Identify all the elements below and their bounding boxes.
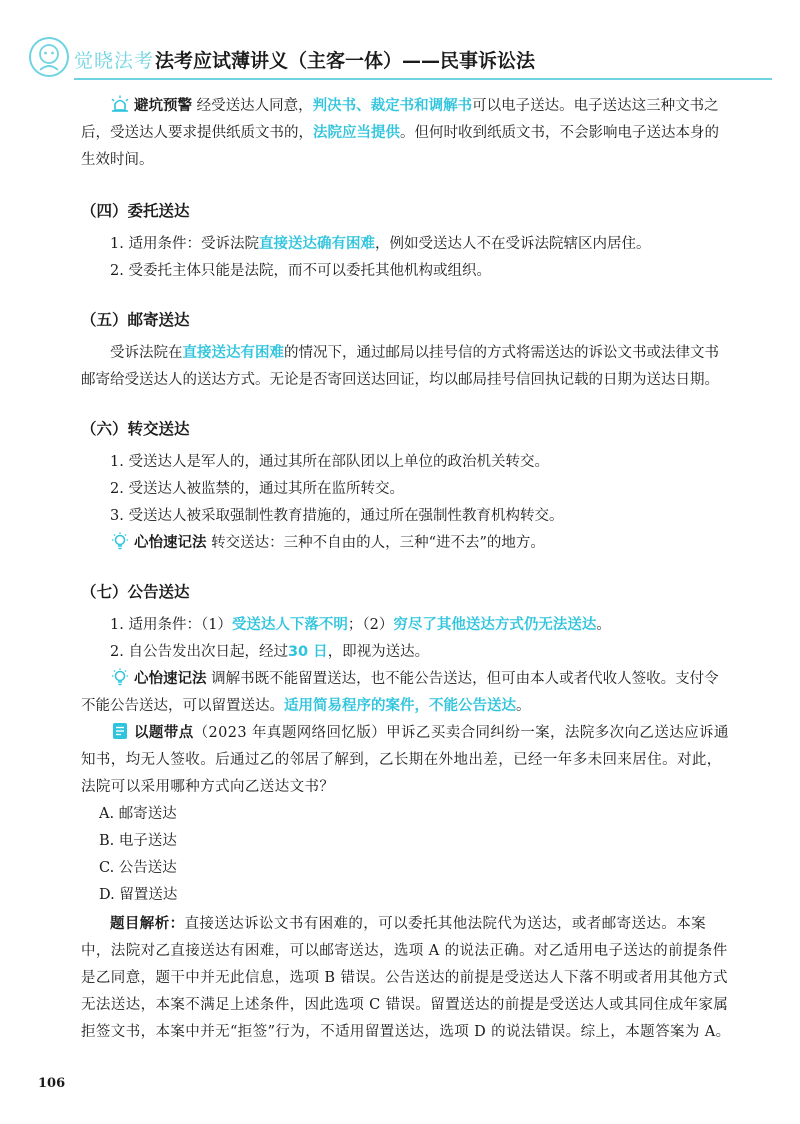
sec6-memory-tip: [81, 530, 732, 557]
sec7-l1-text-a: 1. 适用条件：（1）: [110, 617, 232, 633]
memory-tip-tag: 心怡速记法: [134, 671, 207, 687]
question-text: （2023 年真题网络回忆版）甲诉乙买卖合同纠纷一案，法院多次向乙送达应诉通知书，均无人签收。后通过乙的邻居了解到，乙长期在外地出差，已经一年多未回来居住。对此，法院可以采用哪种方式向乙送达文书？: [81, 725, 729, 795]
section-4-title: （四）委托送达: [81, 202, 190, 220]
option-d: D. 留置送达: [99, 887, 178, 903]
page-header: [28, 30, 772, 80]
warning-highlight-2: 法院应当提供: [313, 125, 400, 141]
section-5-title: （五）邮寄送达: [81, 311, 190, 329]
memory-tip-end: 。: [516, 698, 531, 714]
sec7-l1-text-b: ；（2）: [347, 617, 394, 633]
logo-icon: [28, 36, 70, 78]
sec4-l1-text: 1. 适用条件：受诉法院: [110, 236, 259, 252]
analysis-tag: 题目解析：: [110, 916, 185, 932]
sec4-l1-highlight: 直接送达确有困难: [258, 236, 375, 252]
sec6-line-1: 1. 受送达人是军人的，通过其所在部队团以上单位的政治机关转交。: [110, 454, 549, 470]
memory-tip-text: 调解书既不能留置送达，也不能公告送达，但可由本人或者代收人签收。支付令不能公告送达，可以留置送达。: [81, 671, 719, 714]
warning-text-2: 可以电子送达。电子送达这三种文书之后，受送达人要求提供纸质文书的，: [81, 98, 719, 141]
section-7-title: （七）公告送达: [81, 583, 190, 601]
question-tag: 以题带点: [134, 725, 194, 741]
document-icon: [110, 722, 130, 740]
sec7-l1-highlight-2: 穷尽了其他送达方式仍无法送达: [393, 617, 597, 633]
page-content: [81, 93, 732, 1046]
sec7-l2-text-b: ，即视为送达。: [327, 644, 430, 660]
question-paragraph: [81, 720, 732, 801]
lightbulb-icon: [110, 532, 130, 550]
lightbulb-icon: [110, 668, 130, 686]
sec4-l1-text-b: ，例如受送达人不在受诉法院辖区内居住。: [374, 236, 651, 252]
warning-text-3: 。但何时收到纸质文书，不会影响电子送达本身的生效时间。: [81, 125, 719, 168]
analysis-text: 直接送达诉讼文书有困难的，可以委托其他法院代为送达，或者邮寄送达。本案中，法院对乙直接送达有困难，可以邮寄送达，选项 A 的说法正确。对乙适用电子送达的前提条件是乙同意，题干中并无此信息，选项 B 错误。公告送达的前提是受送达人下落不明或者用其他方式无法送达，本案不满足上述条件，因此选项 C 错误。留置送达的前提是受送达人或其同住成年家属拒签文书，本案中并无“拒签”行为，不适用留置送达，选项 D 的说法错误。综上，本题答案为 A。: [81, 916, 731, 1040]
warning-tag: 避坑预警: [134, 98, 192, 114]
warning-highlight-1: 判决书、裁定书和调解书: [312, 98, 473, 114]
section-6-title: （六）转交送达: [81, 420, 190, 438]
memory-tip-highlight: 适用简易程序的案件，不能公告送达: [284, 698, 516, 714]
header-rule: [74, 78, 772, 80]
sec5-paragraph: [81, 340, 732, 394]
sec4-line-1: [81, 231, 732, 258]
memory-tip-text: 转交送达：三种不自由的人，三种“进不去”的地方。: [206, 535, 545, 551]
sec7-l1-highlight-1: 受送达人下落不明: [231, 617, 348, 633]
sec7-l2-highlight: 30 日: [287, 644, 328, 660]
warning-text-1: 经受送达人同意，: [192, 98, 313, 114]
analysis-paragraph: [81, 911, 732, 1046]
warning-lamp-icon: [110, 95, 130, 113]
book-title: 法考应试薄讲义（主客一体）——民事诉讼法: [155, 50, 536, 72]
sec5-text-a: 受诉法院在: [110, 345, 183, 361]
sec7-l2-text-a: 2. 自公告发出次日起，经过: [110, 644, 288, 660]
sec7-l1-text-c: 。: [596, 617, 611, 633]
sec5-highlight: 直接送达有困难: [182, 345, 284, 361]
option-a: A. 邮寄送达: [99, 806, 177, 822]
memory-tip-tag: 心怡速记法: [134, 535, 207, 551]
sec7-memory-tip: [81, 666, 732, 720]
sec5-text-b: 的情况下，通过邮局以挂号信的方式将需送达的诉讼文书或法律文书邮寄给受送达人的送达方式。无论是否寄回送达回证，均以邮局挂号信回执记载的日期为送达日期。: [81, 345, 719, 388]
brand-name: 觉晓法考: [74, 50, 155, 72]
page-number: 106: [38, 1076, 66, 1091]
sec7-line-2: [81, 639, 732, 666]
option-c: C. 公告送达: [99, 860, 177, 876]
sec4-line-2: 2. 受委托主体只能是法院，而不可以委托其他机构或组织。: [110, 263, 491, 279]
warning-paragraph: [81, 93, 732, 174]
sec7-line-1: [81, 612, 732, 639]
sec6-line-2: 2. 受送达人被监禁的，通过其所在监所转交。: [110, 481, 404, 497]
sec6-line-3: 3. 受送达人被采取强制性教育措施的，通过所在强制性教育机构转交。: [110, 508, 564, 524]
option-b: B. 电子送达: [99, 833, 177, 849]
